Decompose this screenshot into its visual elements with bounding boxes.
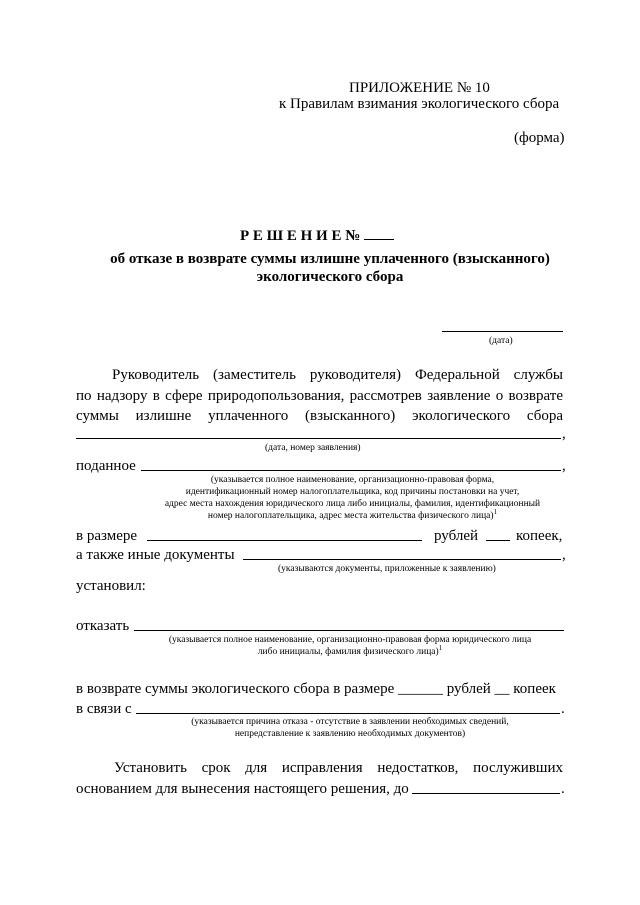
submitter-caption-3: адрес места нахождения юридического лица либо инициалы, фамилия, идентификационный <box>164 499 541 509</box>
deadline-line-2: основанием для вынесения настоящего решения, до <box>76 781 409 797</box>
other-docs-caption: (указываются документы, приложенные к заявлению) <box>278 564 496 574</box>
form-label: (форма) <box>514 130 565 146</box>
appendix-number: ПРИЛОЖЕНИЕ № 10 <box>349 80 490 96</box>
decision-title <box>240 227 394 245</box>
refund-line: в возврате суммы экологического сбора в размере ______ рублей __ копеек <box>76 681 556 697</box>
deadline-date-field[interactable] <box>412 793 560 794</box>
reason-field[interactable] <box>136 713 560 714</box>
other-docs-label: а также иные документы <box>76 547 235 563</box>
footnote-mark: 1 <box>493 507 498 516</box>
amount-field[interactable] <box>147 540 422 541</box>
other-docs-field[interactable] <box>243 559 561 560</box>
reason-label: в связи с <box>76 701 132 717</box>
intro-line-1: Руководитель (заместитель руководителя) Федеральной службы <box>112 367 563 383</box>
footnote-mark: 1 <box>438 643 443 652</box>
decision-word: Р Е Ш Е Н И Е № <box>240 228 361 244</box>
submitted-label: поданное <box>76 458 136 474</box>
intro-line-2: по надзору в сфере природопользования, рассмотрев заявление о возврате <box>76 388 563 404</box>
date-field[interactable] <box>442 331 563 332</box>
submitter-caption-1: (указывается полное наименование, организационно-правовая форма, <box>210 475 495 485</box>
refuse-caption-2 <box>130 643 570 658</box>
application-caption: (дата, номер заявления) <box>265 443 361 453</box>
submitter-caption-4 <box>140 507 565 522</box>
title-line-1: об отказе в возврате суммы излишне уплаченного (взысканного) <box>110 251 550 267</box>
rubles-label: рублей <box>434 528 479 544</box>
kopecks-label: копеек, <box>516 528 563 544</box>
amount-prefix: в размере <box>76 528 138 544</box>
submitter-caption-4-text: номер налогоплательщика, адрес места жительства физического лица) <box>207 511 494 521</box>
dot: . <box>561 701 565 717</box>
refuse-caption-1: (указывается полное наименование, организационно-правовая форма юридического лица <box>168 635 532 645</box>
application-field[interactable] <box>76 438 561 439</box>
intro-line-3: суммы излишне уплаченного (взысканного) экологического сбора <box>76 408 563 424</box>
comma: , <box>562 426 566 442</box>
reason-caption-1: (указывается причина отказа - отсутствие в заявлении необходимых сведений, <box>191 717 509 727</box>
dot: . <box>561 781 565 797</box>
deadline-line-1: Установить срок для исправления недостатков, послуживших <box>114 760 563 776</box>
comma: , <box>562 547 566 563</box>
title-line-2: экологического сбора <box>256 269 404 285</box>
date-caption: (дата) <box>489 336 513 346</box>
established-label: установил: <box>76 578 146 594</box>
reason-caption-2: непредставление к заявлению необходимых документов) <box>234 729 466 739</box>
kopecks-field[interactable] <box>486 540 510 541</box>
refuse-caption-2-text: либо инициалы, фамилия физического лица) <box>257 647 439 657</box>
refused-party-field[interactable] <box>134 630 564 631</box>
submitter-field[interactable] <box>141 470 561 471</box>
appendix-rules: к Правилам взимания экологического сбора <box>279 96 560 112</box>
refuse-label: отказать <box>76 618 130 634</box>
submitter-caption-2: идентификационный номер налогоплательщика, код причины постановки на учет, <box>185 487 520 497</box>
decision-number-blank[interactable] <box>364 227 394 240</box>
comma: , <box>562 458 566 474</box>
